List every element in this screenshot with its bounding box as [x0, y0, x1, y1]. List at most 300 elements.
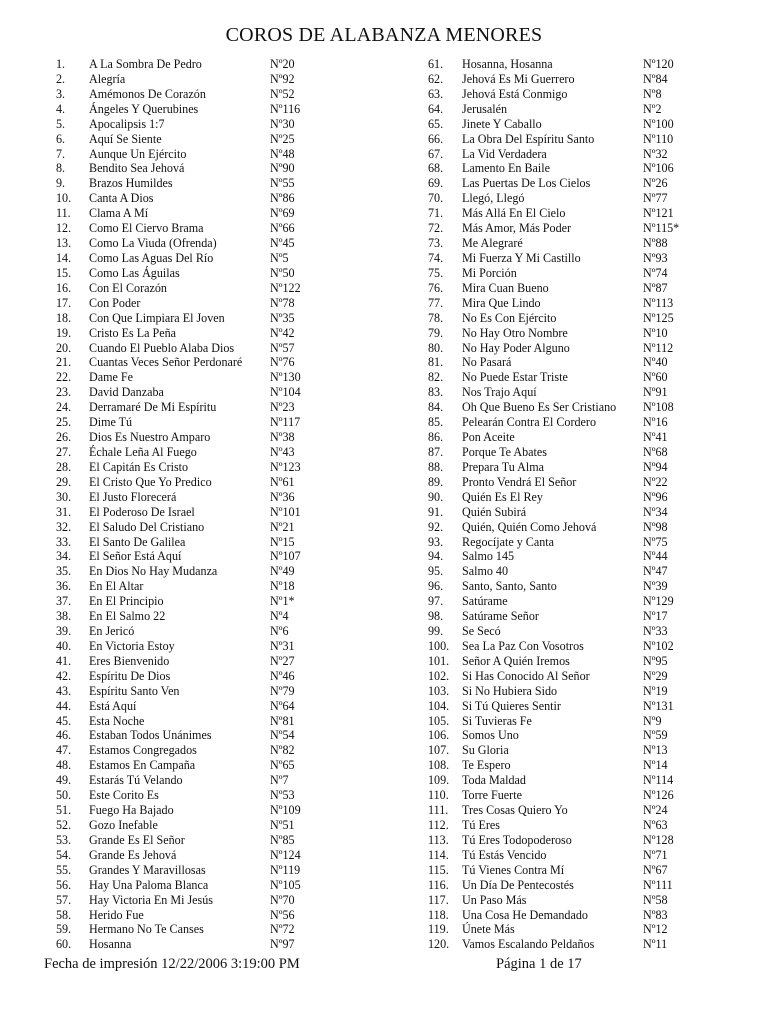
- song-code: Nº128: [643, 832, 674, 847]
- item-number: 48.: [56, 758, 72, 773]
- item-number: 93.: [428, 534, 444, 549]
- song-title: En Dios No Hay Mudanza: [89, 564, 218, 579]
- list-item: [428, 57, 748, 72]
- song-code: Nº115*: [643, 221, 680, 236]
- song-title: Quién, Quién Como Jehová: [462, 519, 597, 534]
- song-title: Toda Maldad: [462, 773, 526, 788]
- item-number: 27.: [56, 444, 72, 459]
- item-number: 118.: [428, 907, 449, 922]
- list-item: [428, 818, 748, 833]
- song-code: Nº47: [643, 564, 668, 579]
- song-code: Nº100: [643, 116, 674, 131]
- song-title: No Hay Poder Alguno: [462, 340, 570, 355]
- song-title: Satúrame Señor: [462, 609, 539, 624]
- item-number: 18.: [56, 310, 72, 325]
- song-title: En Jericó: [89, 624, 135, 639]
- item-number: 76.: [428, 280, 444, 295]
- song-title: Como Las Aguas Del Río: [89, 250, 214, 265]
- list-item: [56, 699, 386, 714]
- song-title: Porque Te Abates: [462, 444, 547, 459]
- song-code: Nº45: [270, 236, 295, 251]
- list-item: [56, 788, 386, 803]
- song-title: Herido Fue: [89, 907, 144, 922]
- song-code: Nº82: [270, 743, 295, 758]
- song-title: En El Principio: [89, 594, 164, 609]
- song-code: Nº9: [643, 713, 662, 728]
- song-title: Alegría: [89, 71, 126, 86]
- song-title: Salmo 40: [462, 564, 509, 579]
- song-code: Nº6: [270, 624, 289, 639]
- song-title: Bendito Sea Jehová: [89, 161, 185, 176]
- song-title: Salmo 145: [462, 549, 515, 564]
- item-number: 95.: [428, 564, 444, 579]
- song-title: Ángeles Y Querubines: [89, 101, 199, 116]
- list-item: [56, 609, 386, 624]
- item-number: 109.: [428, 773, 450, 788]
- song-title: Te Espero: [462, 758, 511, 773]
- song-title: Hosanna, Hosanna: [462, 57, 553, 71]
- list-item: [428, 161, 748, 176]
- song-title: Pronto Vendrá El Señor: [462, 474, 577, 489]
- song-title: Échale Leña Al Fuego: [89, 444, 197, 459]
- song-code: Nº1*: [270, 594, 295, 609]
- list-item: [428, 475, 748, 490]
- list-item: [56, 341, 386, 356]
- item-number: 92.: [428, 519, 444, 534]
- song-title: Dime Tú: [89, 415, 133, 430]
- list-item: [428, 191, 748, 206]
- song-code: Nº50: [270, 265, 295, 280]
- song-title: Somos Uno: [462, 728, 519, 743]
- song-title: En El Salmo 22: [89, 609, 166, 624]
- list-item: [56, 490, 386, 505]
- list-item: [56, 400, 386, 415]
- song-title: Más Amor, Más Poder: [462, 221, 572, 236]
- song-title: El Señor Está Aquí: [89, 549, 182, 564]
- song-title: Estamos Congregados: [89, 743, 197, 758]
- item-number: 11.: [56, 206, 71, 221]
- list-item: [428, 296, 748, 311]
- song-code: Nº91: [643, 385, 668, 400]
- item-number: 62.: [428, 71, 444, 86]
- list-item: [56, 311, 386, 326]
- song-title: Jerusalén: [462, 101, 507, 116]
- song-title: Pon Aceite: [462, 430, 515, 445]
- song-code: Nº41: [643, 430, 668, 445]
- song-code: Nº7: [270, 773, 289, 788]
- song-title: Como El Ciervo Brama: [89, 221, 204, 236]
- song-code: Nº92: [270, 71, 295, 86]
- list-item: [56, 863, 386, 878]
- song-code: Nº116: [270, 101, 301, 116]
- item-number: 64.: [428, 101, 444, 116]
- item-number: 74.: [428, 250, 444, 265]
- list-item: [428, 400, 748, 415]
- list-item: [428, 385, 748, 400]
- song-title: Mira Que Lindo: [462, 295, 541, 310]
- list-item: [56, 937, 386, 952]
- list-item: [56, 505, 386, 520]
- song-title: Tú Vienes Contra Mí: [462, 862, 565, 877]
- song-title: Gozo Inefable: [89, 818, 158, 833]
- list-item: [56, 654, 386, 669]
- item-number: 85.: [428, 415, 444, 430]
- item-number: 49.: [56, 773, 72, 788]
- song-title: La Vid Verdadera: [462, 146, 547, 161]
- song-title: Brazos Humildes: [89, 176, 173, 191]
- list-item: [56, 579, 386, 594]
- song-title: Satúrame: [462, 594, 508, 609]
- song-title: Mi Fuerza Y Mi Castillo: [462, 250, 581, 265]
- song-code: Nº131: [643, 698, 674, 713]
- list-item: [56, 117, 386, 132]
- song-title: Un Día De Pentecostés: [462, 877, 574, 892]
- list-item: [428, 206, 748, 221]
- song-code: Nº54: [270, 728, 295, 743]
- song-title: Un Paso Más: [462, 892, 527, 907]
- song-title: No Es Con Ejército: [462, 310, 557, 325]
- song-code: Nº84: [643, 71, 668, 86]
- item-number: 91.: [428, 504, 444, 519]
- item-number: 30.: [56, 489, 72, 504]
- list-item: [56, 132, 386, 147]
- list-item: [56, 848, 386, 863]
- song-code: Nº93: [643, 250, 668, 265]
- item-number: 42.: [56, 668, 72, 683]
- list-item: [56, 728, 386, 743]
- item-number: 67.: [428, 146, 444, 161]
- song-title: Con Poder: [89, 295, 141, 310]
- list-item: [428, 833, 748, 848]
- item-number: 78.: [428, 310, 444, 325]
- song-code: Nº129: [643, 594, 674, 609]
- list-item: [428, 743, 748, 758]
- song-code: Nº126: [643, 788, 674, 803]
- item-number: 106.: [428, 728, 450, 743]
- song-code: Nº85: [270, 832, 295, 847]
- list-item: [56, 475, 386, 490]
- item-number: 1.: [56, 57, 66, 71]
- item-number: 25.: [56, 415, 72, 430]
- song-code: Nº107: [270, 549, 301, 564]
- list-item: [56, 57, 386, 72]
- list-item: [428, 460, 748, 475]
- song-title: Dios Es Nuestro Amparo: [89, 430, 211, 445]
- song-code: Nº20: [270, 57, 295, 71]
- item-number: 107.: [428, 743, 450, 758]
- list-item: [56, 385, 386, 400]
- song-code: Nº34: [643, 504, 668, 519]
- song-code: Nº71: [643, 847, 668, 862]
- list-item: [428, 102, 748, 117]
- item-number: 38.: [56, 609, 72, 624]
- item-number: 14.: [56, 250, 72, 265]
- list-item: [56, 370, 386, 385]
- song-code: Nº10: [643, 325, 668, 340]
- list-item: [56, 72, 386, 87]
- item-number: 60.: [56, 937, 72, 952]
- song-code: Nº74: [643, 265, 668, 280]
- song-code: Nº70: [270, 892, 295, 907]
- item-number: 61.: [428, 57, 444, 71]
- song-title: Llegó, Llegó: [462, 191, 525, 206]
- song-code: Nº120: [643, 57, 674, 71]
- item-number: 16.: [56, 280, 72, 295]
- list-item: [428, 788, 748, 803]
- item-number: 33.: [56, 534, 72, 549]
- list-item: [56, 833, 386, 848]
- song-title: Si Tú Quieres Sentir: [462, 698, 561, 713]
- item-number: 55.: [56, 862, 72, 877]
- song-title: Mi Porción: [462, 265, 517, 280]
- song-code: Nº95: [643, 653, 668, 668]
- item-number: 47.: [56, 743, 72, 758]
- song-code: Nº24: [643, 803, 668, 818]
- item-number: 45.: [56, 713, 72, 728]
- item-number: 12.: [56, 221, 72, 236]
- list-item: [56, 445, 386, 460]
- item-number: 57.: [56, 892, 72, 907]
- song-title: Cristo Es La Peña: [89, 325, 176, 340]
- song-code: Nº109: [270, 803, 301, 818]
- list-item: [56, 669, 386, 684]
- item-number: 4.: [56, 101, 66, 116]
- song-title: Espíritu Santo Ven: [89, 683, 180, 698]
- list-item: [56, 87, 386, 102]
- list-item: [56, 147, 386, 162]
- song-code: Nº17: [643, 609, 668, 624]
- list-item: [428, 908, 748, 923]
- song-code: Nº105: [270, 877, 301, 892]
- item-number: 110.: [428, 788, 449, 803]
- song-title: El Capitán Es Cristo: [89, 459, 189, 474]
- list-item: [428, 878, 748, 893]
- song-code: Nº46: [270, 668, 295, 683]
- song-code: Nº101: [270, 504, 301, 519]
- list-item: [428, 370, 748, 385]
- item-number: 96.: [428, 579, 444, 594]
- song-code: Nº11: [643, 937, 668, 952]
- song-title: Este Corito Es: [89, 788, 159, 803]
- song-code: Nº58: [643, 892, 668, 907]
- song-title: Estamos En Campaña: [89, 758, 196, 773]
- list-item: [428, 758, 748, 773]
- item-number: 40.: [56, 638, 72, 653]
- song-code: Nº22: [643, 474, 668, 489]
- item-number: 28.: [56, 459, 72, 474]
- item-number: 5.: [56, 116, 66, 131]
- song-title: No Pasará: [462, 355, 512, 370]
- item-number: 51.: [56, 803, 72, 818]
- item-number: 108.: [428, 758, 450, 773]
- item-number: 10.: [56, 191, 72, 206]
- song-title: Si No Hubiera Sido: [462, 683, 558, 698]
- song-title: Se Secó: [462, 624, 501, 639]
- list-item: [56, 102, 386, 117]
- song-title: Santo, Santo, Santo: [462, 579, 557, 594]
- item-number: 71.: [428, 206, 444, 221]
- song-title: Clama A Mí: [89, 206, 149, 221]
- song-title: Sea La Paz Con Vosotros: [462, 638, 584, 653]
- song-code: Nº119: [270, 862, 301, 877]
- song-code: Nº61: [270, 474, 295, 489]
- item-number: 115.: [428, 862, 449, 877]
- song-code: Nº42: [270, 325, 295, 340]
- item-number: 21.: [56, 355, 72, 370]
- list-item: [56, 922, 386, 937]
- item-number: 105.: [428, 713, 450, 728]
- list-item: [56, 624, 386, 639]
- song-title: El Poderoso De Israel: [89, 504, 195, 519]
- song-title: En Victoria Estoy: [89, 638, 175, 653]
- list-item: [428, 251, 748, 266]
- item-number: 117.: [428, 892, 449, 907]
- song-code: Nº69: [270, 206, 295, 221]
- song-code: Nº4: [270, 609, 289, 624]
- item-number: 35.: [56, 564, 72, 579]
- song-title: Nos Trajo Aquí: [462, 385, 537, 400]
- list-item: [428, 445, 748, 460]
- song-title: Grande Es Jehová: [89, 847, 177, 862]
- list-item: [428, 236, 748, 251]
- song-code: Nº76: [270, 355, 295, 370]
- song-code: Nº113: [643, 295, 674, 310]
- list-item: [428, 684, 748, 699]
- list-item: [428, 326, 748, 341]
- list-item: [428, 355, 748, 370]
- song-title: Espíritu De Dios: [89, 668, 171, 683]
- song-code: Nº108: [643, 400, 674, 415]
- song-code: Nº121: [643, 206, 674, 221]
- item-number: 104.: [428, 698, 450, 713]
- item-number: 39.: [56, 624, 72, 639]
- song-title: Tú Estás Vencido: [462, 847, 547, 862]
- list-item: [428, 803, 748, 818]
- list-item: [428, 430, 748, 445]
- list-item: [428, 176, 748, 191]
- item-number: 7.: [56, 146, 66, 161]
- list-item: [56, 743, 386, 758]
- item-number: 9.: [56, 176, 66, 191]
- song-code: Nº90: [270, 161, 295, 176]
- list-item: [56, 893, 386, 908]
- song-title: Torre Fuerte: [462, 788, 522, 803]
- song-code: Nº44: [643, 549, 668, 564]
- item-number: 26.: [56, 430, 72, 445]
- list-item: [56, 460, 386, 475]
- song-code: Nº117: [270, 415, 301, 430]
- item-number: 66.: [428, 131, 444, 146]
- item-number: 89.: [428, 474, 444, 489]
- item-number: 84.: [428, 400, 444, 415]
- song-code: Nº16: [643, 415, 668, 430]
- song-title: Quién Es El Rey: [462, 489, 543, 504]
- item-number: 79.: [428, 325, 444, 340]
- song-title: Señor A Quién Iremos: [462, 653, 570, 668]
- list-item: [56, 326, 386, 341]
- song-title: Tú Eres: [462, 818, 500, 833]
- song-title: Jinete Y Caballo: [462, 116, 542, 131]
- song-code: Nº124: [270, 847, 301, 862]
- song-code: Nº13: [643, 743, 668, 758]
- list-item: [428, 639, 748, 654]
- item-number: 69.: [428, 176, 444, 191]
- item-number: 32.: [56, 519, 72, 534]
- list-item: [428, 132, 748, 147]
- list-item: [56, 639, 386, 654]
- song-code: Nº86: [270, 191, 295, 206]
- list-item: [56, 251, 386, 266]
- song-code: Nº57: [270, 340, 295, 355]
- list-item: [428, 87, 748, 102]
- item-number: 101.: [428, 653, 450, 668]
- list-item: [428, 594, 748, 609]
- item-number: 114.: [428, 847, 449, 862]
- song-code: Nº125: [643, 310, 674, 325]
- list-item: [56, 878, 386, 893]
- song-title: Me Alegraré: [462, 236, 523, 251]
- song-code: Nº40: [643, 355, 668, 370]
- item-number: 63.: [428, 86, 444, 101]
- item-number: 112.: [428, 818, 449, 833]
- list-item: [56, 236, 386, 251]
- song-code: Nº56: [270, 907, 295, 922]
- list-item: [428, 266, 748, 281]
- list-item: [56, 206, 386, 221]
- song-code: Nº27: [270, 653, 295, 668]
- list-item: [56, 266, 386, 281]
- song-title: David Danzaba: [89, 385, 164, 400]
- item-number: 88.: [428, 459, 444, 474]
- song-title: Mira Cuan Bueno: [462, 280, 549, 295]
- item-number: 43.: [56, 683, 72, 698]
- song-code: Nº35: [270, 310, 295, 325]
- song-code: Nº31: [270, 638, 295, 653]
- list-item: [428, 117, 748, 132]
- list-item: [56, 520, 386, 535]
- item-number: 77.: [428, 295, 444, 310]
- item-number: 94.: [428, 549, 444, 564]
- song-title: Estarás Tú Velando: [89, 773, 183, 788]
- song-title: A La Sombra De Pedro: [89, 57, 202, 71]
- item-number: 68.: [428, 161, 444, 176]
- item-number: 80.: [428, 340, 444, 355]
- item-number: 59.: [56, 922, 72, 937]
- item-number: 100.: [428, 638, 450, 653]
- song-code: Nº98: [643, 519, 668, 534]
- item-number: 81.: [428, 355, 444, 370]
- item-number: 15.: [56, 265, 72, 280]
- song-code: Nº59: [643, 728, 668, 743]
- song-code: Nº83: [643, 907, 668, 922]
- song-title: Quién Subirá: [462, 504, 527, 519]
- list-item: [428, 564, 748, 579]
- item-number: 52.: [56, 818, 72, 833]
- song-title: Amémonos De Corazón: [89, 86, 206, 101]
- song-title: El Justo Florecerá: [89, 489, 177, 504]
- item-number: 97.: [428, 594, 444, 609]
- song-title: En El Altar: [89, 579, 144, 594]
- list-item: [56, 281, 386, 296]
- item-number: 56.: [56, 877, 72, 892]
- list-item: [428, 341, 748, 356]
- song-code: Nº63: [643, 818, 668, 833]
- song-code: Nº123: [270, 459, 301, 474]
- song-title: Con Que Limpiara El Joven: [89, 310, 225, 325]
- song-title: El Cristo Que Yo Predico: [89, 474, 212, 489]
- item-number: 116.: [428, 877, 449, 892]
- list-item: [56, 430, 386, 445]
